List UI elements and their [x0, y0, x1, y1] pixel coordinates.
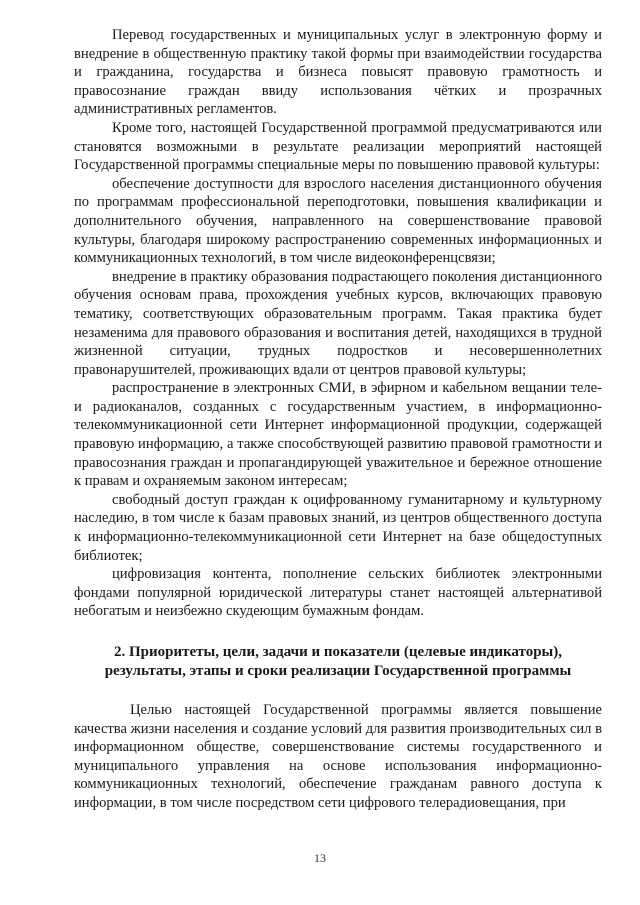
list-item: распространение в электронных СМИ, в эфирном и кабельном вещании теле- и радиоканалов, созданных с государственным участием, в информационно-телекоммуникационной сети Интернет информационной продукции, содержащей правовую информацию, а также способствующей развитию правовой грамотности и правосознания граждан и пропагандирующей уважительное и бережное отношение к правам и охраняемым законом интересам;	[74, 380, 602, 490]
list-item: цифровизация контента, пополнение сельских библиотек электронными фондами популярной юридической литературы станет настоящей альтернативой небогатым и неизбежно скудеющим бумажным фондам.	[74, 566, 602, 620]
intro-paragraph: Кроме того, настоящей Государственной программой предусматриваются или становятся возможными в результате реализации мероприятий настоящей Государственной программы специальные меры по повышению правовой культуры:	[74, 119, 602, 174]
section-heading-line: 2. Приоритеты, цели, задачи и показатели (целевые индикаторы),	[114, 644, 562, 660]
list-item: свободный доступ граждан к оцифрованному гуманитарному и культурному наследию, в том числе к базам правовых знаний, из центров общественного доступа к информационно-телекоммуникационной сети Интернет на базе общедоступных библиотек;	[74, 491, 602, 564]
list-item: внедрение в практику образования подрастающего поколения дистанционного обучения основам права, прохождения учебных курсов, включающих правовую тематику, соответствующих образовательным программ. Такая практика будет незаменима для правового образования и воспитания детей, находящихся в трудной жизненной ситуации, трудных подростков и несовершеннолетних правонарушителей, проживающих вдали от центров правовой культуры;	[74, 268, 602, 378]
section-paragraph: Целью настоящей Государственной программы является повышение качества жизни населения и создание условий для развития производительных сил в информационном обществе, совершенствование системы государственного и муниципального управления на основе использования информационно-коммуникационных технологий, обеспечение гражданам равного доступа к информации, в том числе посредством сети цифрового телерадиовещания, при	[74, 702, 602, 811]
page-number: 13	[314, 851, 326, 865]
section-heading	[74, 643, 602, 681]
document-body	[74, 26, 602, 813]
list-item: обеспечение доступности для взрослого населения дистанционного обучения по программам профессиональной переподготовки, повышения квалификации и дополнительного обучения, направленного на совершенствование правовой культуры, благодаря широкому распространению современных информационных и коммуникационных технологий, в том числе видеоконференцсвязи;	[74, 175, 602, 267]
section-heading-line: результаты, этапы и сроки реализации Государственной программы	[104, 663, 572, 679]
intro-paragraph: Перевод государственных и муниципальных услуг в электронную форму и внедрение в общественную практику такой формы при взаимодействии государства и гражданина, государства и бизнеса повысят правовую грамотность и правосознание граждан ввиду использования чётких и прозрачных административных регламентов.	[74, 27, 602, 118]
